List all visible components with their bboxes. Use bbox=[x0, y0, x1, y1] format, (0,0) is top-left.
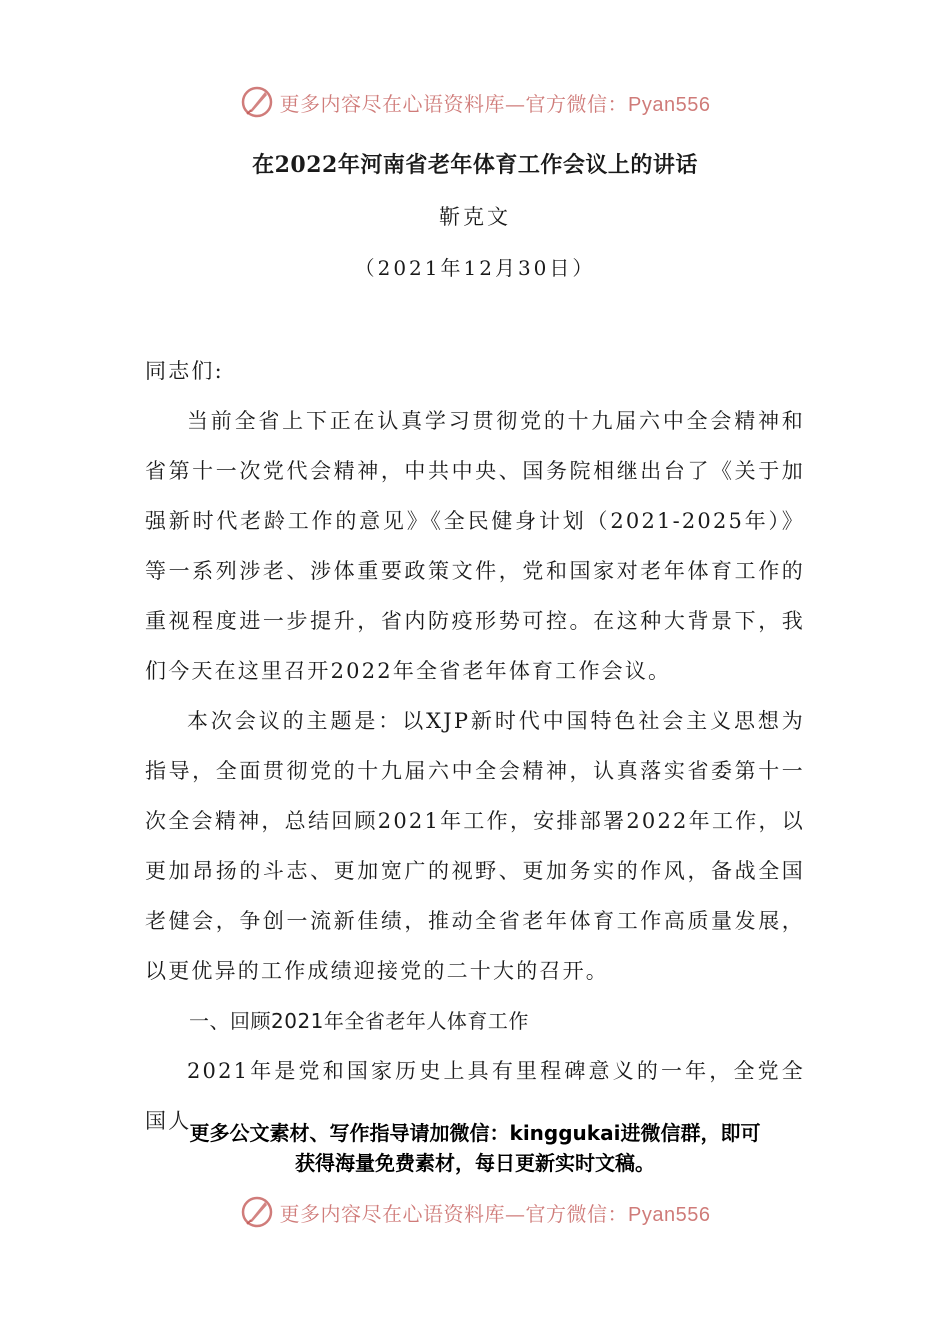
promo-notice bbox=[120, 1118, 830, 1178]
watermark-text: 更多内容尽在心语资料库—官方微信：Pyan556 bbox=[279, 91, 711, 116]
document-author: 靳克文 bbox=[439, 205, 511, 229]
document-date: （2021年12月30日） bbox=[354, 256, 596, 280]
watermark-banner-top bbox=[0, 80, 950, 124]
section-heading: 一、回顾2021年全省老年人体育工作 bbox=[189, 1009, 529, 1033]
body-paragraph: 本次会议的主题是：以XJP新时代中国特色社会主义思想为指导，全面贯彻党的十九届六中全会精神，认真落实省委第十一次全会精神，总结回顾2021年工作，安排部署2022年工作，以更加昂扬的斗志、更加宽广的视野、更加务实的作风，备战全国老健会，争创一流新佳绩，推动全省老年体育工作高质量发展，以更优异的工作成绩迎接党的二十大的召开。 bbox=[145, 709, 805, 983]
watermark-banner-bottom bbox=[0, 1190, 950, 1234]
body-paragraph: 2021年是党和国家历史上具有里程碑意义的一年，全党全国人 bbox=[145, 1059, 805, 1133]
quill-logo-icon bbox=[240, 1195, 274, 1229]
document-body bbox=[145, 346, 805, 1146]
quill-logo-icon bbox=[240, 85, 274, 119]
promo-line: 获得海量免费素材，每日更新实时文稿。 bbox=[295, 1151, 655, 1175]
body-paragraph: 当前全省上下正在认真学习贯彻党的十九届六中全会精神和省第十一次党代会精神，中共中央、国务院相继出台了《关于加强新时代老龄工作的意见》《全民健身计划（2021-2025年）》等一系列涉老、涉体重要政策文件，党和国家对老年体育工作的重视程度进一步提升，省内防疫形势可控。在这种大背景下，我们今天在这里召开2022年全省老年体育工作会议。 bbox=[145, 409, 805, 683]
salutation: 同志们: bbox=[145, 359, 224, 383]
document-title: 在2022年河南省老年体育工作会议上的讲话 bbox=[252, 152, 698, 178]
watermark-text: 更多内容尽在心语资料库—官方微信：Pyan556 bbox=[279, 1201, 711, 1226]
promo-line: 更多公文素材、写作指导请加微信：kinggukai进微信群，即可 bbox=[189, 1121, 761, 1145]
